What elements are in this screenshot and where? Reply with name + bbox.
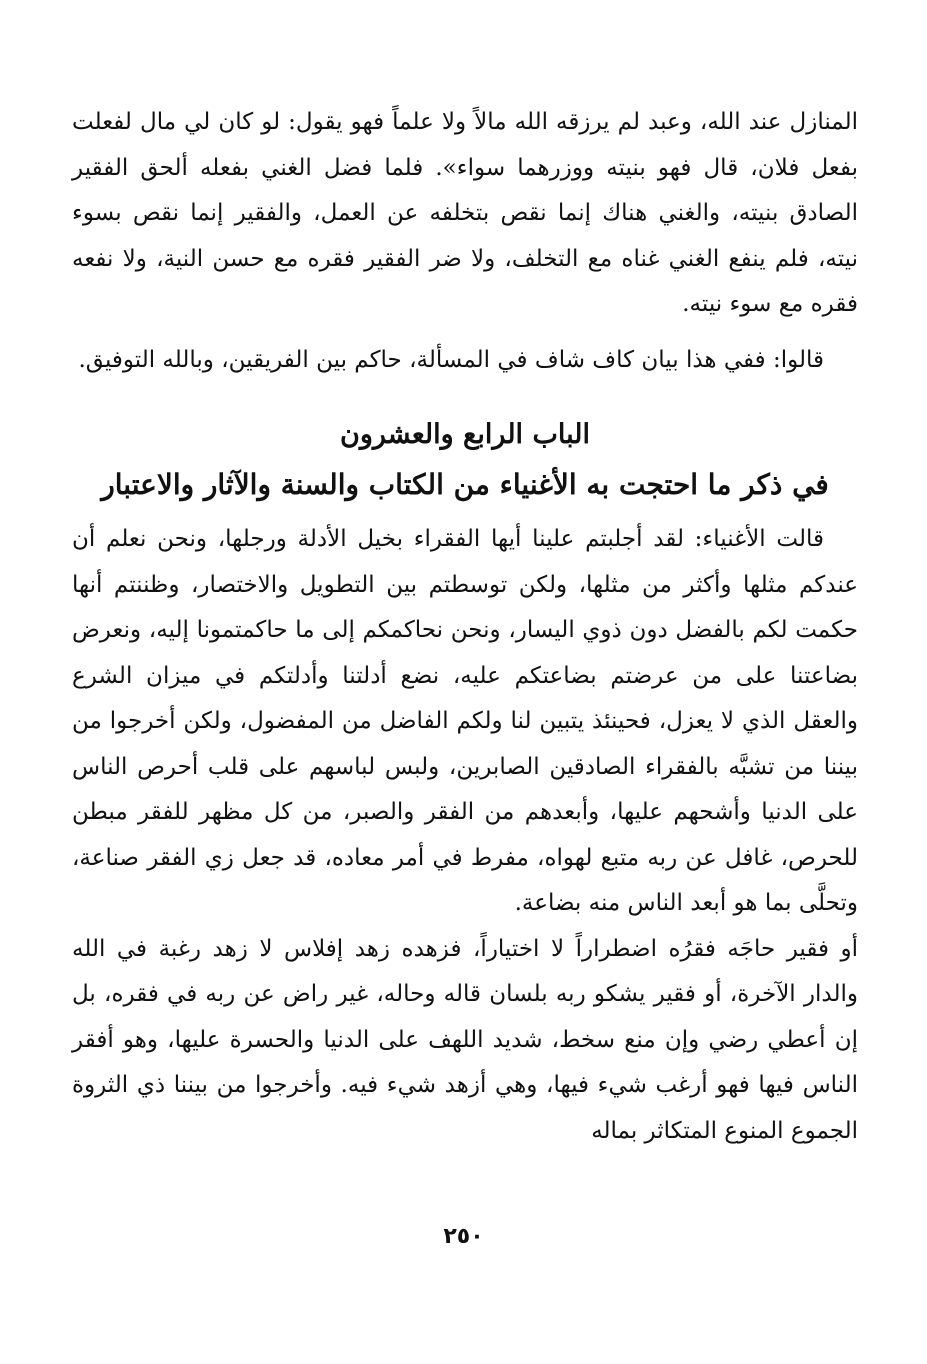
paragraph-conclusion: قالوا: ففي هذا بيان كاف شاف في المسألة، حاكم بين الفريقين، وبالله التوفيق. bbox=[78, 346, 824, 373]
paragraph-continuation: المنازل عند الله، وعبد لم يرزقه الله مالاً ولا علماً فهو يقول: لو كان لي مال لفعلت بفعل فلان، قال فهو بنيته ووزرهما سواء». فلما فضل الغني بفعله ألحق الفقير الصادق بنيته، والغني هناك إنما نقص بتخلفه عن العمل، والفقير إنما نقص بسوء نيته، فلم ينفع الغني غناه مع التخلف، ولا ضر الفقير فقره مع حسن النية، ولا نفعه فقره مع سوء نيته. bbox=[72, 109, 858, 317]
paragraph-poor-types: أو فقير حاجَه فقرُه اضطراراً لا اختياراً، فزهده زهد إفلاس لا زهد رغبة في الله والدار الآخرة، أو فقير يشكو ربه بلسان قاله وحاله، غير راض عن ربه في فقره، بل إن أعطي رضي وإن منع سخط، شديد اللهف على الدنيا والحسرة عليها، وهو أفقر الناس فيها فهو أرغب شيء فيها، وهي أزهد شيء فيه. وأخرجوا من بيننا ذي الثروة الجموع المنوع المتكاثر بماله bbox=[72, 935, 858, 1144]
chapter-title: الباب الرابع والعشرون bbox=[340, 419, 590, 450]
page-number: ٢٥٠ bbox=[443, 1224, 484, 1249]
chapter-subtitle: في ذكر ما احتجت به الأغنياء من الكتاب والسنة والآثار والاعتبار bbox=[101, 468, 829, 501]
section-gap bbox=[72, 383, 858, 415]
heading-gap bbox=[72, 509, 858, 517]
paragraph-gap bbox=[72, 328, 858, 338]
page-body bbox=[72, 100, 858, 1154]
paragraph-rich-argument: قالت الأغنياء: لقد أجلبتم علينا أيها الفقراء بخيل الأدلة ورجلها، ونحن نعلم أن عندكم مثلها وأكثر من مثلها، ولكن توسطتم بين التطويل والاختصار، وظننتم أنها حكمت لكم بالفضل دون ذوي اليسار، ونحن نحاكمكم إلى ما حاكمتمونا إليه، ونعرض بضاعتنا على من عرضتم بضاعتكم عليه، نضع أدلتنا وأدلتكم في ميزان الشرع والعقل الذي لا يعزل، فحينئذ يتبين لنا ولكم الفاضل من المفضول، ولكن أخرجوا من بيننا من تشبَّه بالفقراء الصادقين الصابرين، ولبس لباسهم على قلب أحرص الناس على الدنيا وأشحهم عليها، وأبعدهم من الفقر والصبر، من كل مظهر للفقر مبطن للحرص، غافل عن ربه متبع لهواه، مفرط في أمر معاده، قد جعل زي الفقر صناعة، وتحلَّى بما هو أبعد الناس منه بضاعة. bbox=[72, 526, 858, 916]
